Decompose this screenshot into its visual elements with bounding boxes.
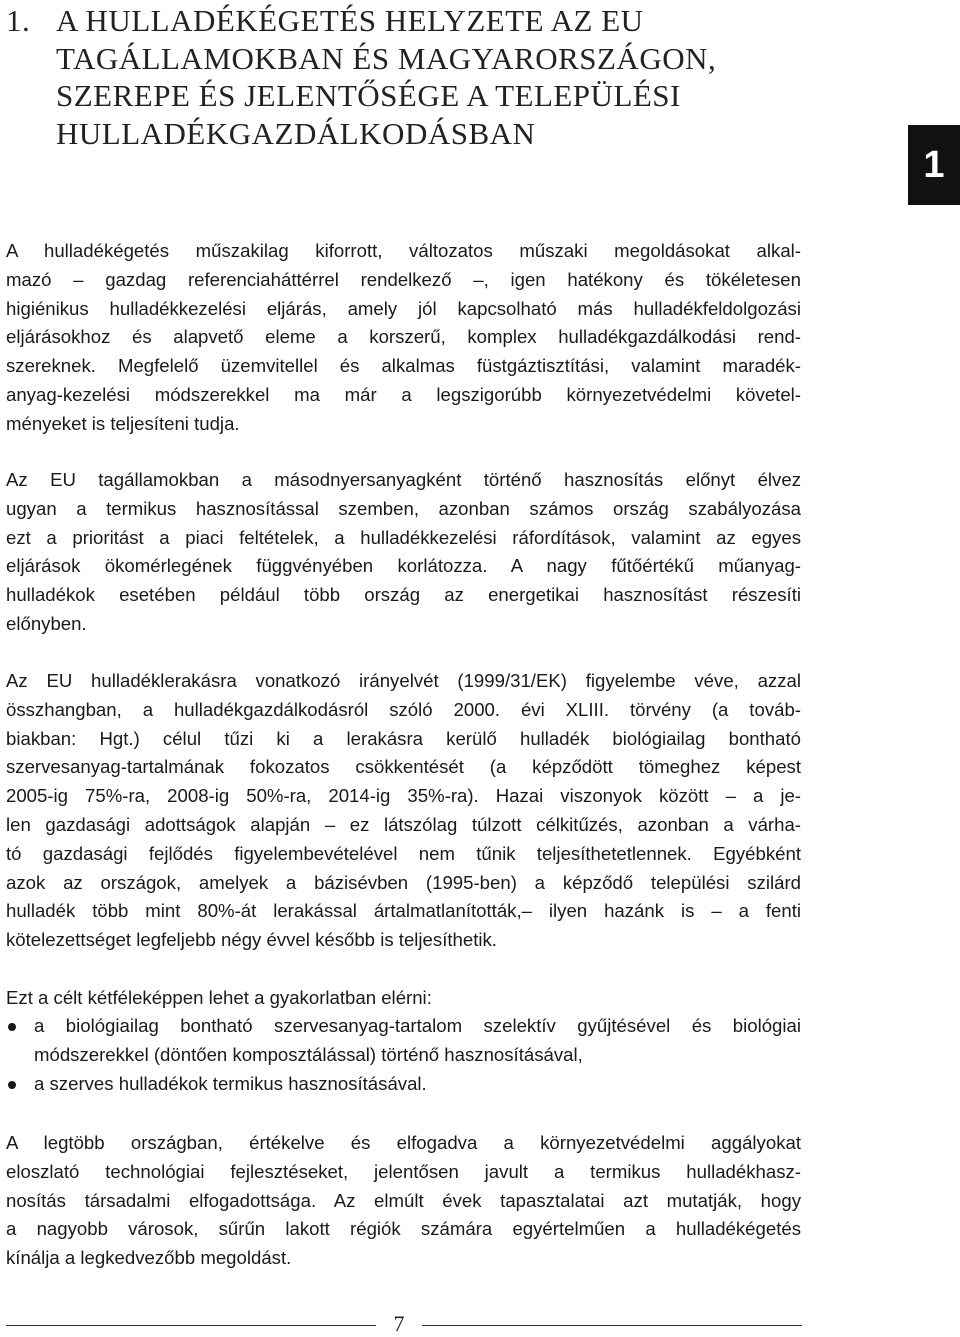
list-item [6, 1012, 801, 1070]
text-line: ményeket is teljesíteni tudja. [6, 412, 240, 434]
text-line: Ezt a célt kétféleképpen lehet a gyakorlatban elérni: [6, 987, 432, 1008]
bullet-list [6, 1012, 801, 1098]
text-line: szereknek. Megfelelő üzemvitellel és alkalmas füstgáztisztítási, valamint maradék- [6, 355, 801, 377]
text-line: Az EU hulladéklerakásra vonatkozó irányelvét (1999/31/EK) figyelembe véve, azzal [6, 670, 801, 691]
text-line: tó gazdasági fejlődés figyelembevételével nem tűnik teljesíthetetlennek. Egyébként [6, 842, 801, 864]
text-line: a nagyobb városok, sűrűn lakott régiók számára egyértelműen a hulladékégetés [6, 1218, 801, 1240]
text-line: szervesanyag-tartalmának fokozatos csökkentését (a képződött tömeghez képest [6, 756, 801, 778]
heading-line: 1. A HULLADÉKÉGETÉS HELYZETE AZ EU [6, 3, 644, 38]
chapter-heading [6, 2, 826, 152]
heading-line: SZEREPE ÉS JELENTŐSÉGE A TELEPÜLÉSI [56, 78, 681, 113]
text-line: kínálja a legkedvezőbb megoldást. [6, 1247, 292, 1269]
text-line: hulladék több mint 80%-át lerakással ártalmatlanították,– ilyen hazánk is – a fenti [6, 900, 801, 922]
text-line: összhangban, a hulladékgazdálkodásról szóló 2000. évi XLIII. törvény (a továb- [6, 698, 801, 720]
text-line: hulladékok esetében például több ország az energetikai hasznosítást részesíti [6, 584, 801, 606]
text-line: módszerekkel (döntően komposztálással) történő hasznosításával, [34, 1043, 583, 1065]
paragraph-conclusion [6, 1129, 801, 1273]
text-line: 2005-ig 75%-ra, 2008-ig 50%-ra, 2014-ig 35%-ra). Hazai viszonyok között – a je- [6, 785, 801, 807]
text-line: Az EU tagállamokban a másodnyersanyagként történő hasznosítás előnyt élvez [6, 469, 801, 490]
chapter-tab: 1 [908, 125, 960, 205]
footer-rule-left [6, 1325, 376, 1326]
text-line: a biológiailag bontható szervesanyag-tartalom szelektív gyűjtésével és biológiai [34, 1015, 801, 1036]
text-line: eljárások ökomérlegének függvényében korlátozza. A nagy fűtőértékű műanyag- [6, 555, 801, 577]
page-number: 7 [393, 1311, 405, 1336]
text-line: eljárásokhoz és alapvető eleme a korszerű, komplex hulladékgazdálkodási rend- [6, 326, 801, 348]
chapter-number: 1. [6, 3, 31, 38]
footer-rule-right [422, 1325, 802, 1326]
bullet-icon [8, 1081, 16, 1089]
text-line: biakban: Hgt.) célul tűzi ki a lerakásra kerülő hulladék biológiailag bontható [6, 727, 801, 749]
text-line: len gazdasági adottságok alapján – ez látszólag túlzott célkitűzés, azonban a várha- [6, 813, 801, 835]
paragraph-landfill-directive [6, 667, 801, 955]
heading-line: HULLADÉKGAZDÁLKODÁSBAN [56, 115, 536, 151]
text-line: a szerves hulladékok termikus hasznosításával. [34, 1072, 427, 1094]
text-line: eloszlató technológiai fejlesztéseket, jelentősen javult a termikus hulladékhasz- [6, 1160, 801, 1182]
list-item [6, 1070, 801, 1099]
text-line: anyag-kezelési módszerekkel ma már a legszigorúbb környezetvédelmi követel- [6, 383, 801, 405]
text-line: A legtöbb országban, értékelve és elfogadva a környezetvédelmi aggályokat [6, 1132, 801, 1153]
heading-line: TAGÁLLAMOKBAN ÉS MAGYARORSZÁGON, [56, 40, 717, 76]
text-line: ugyan a termikus hasznosítással szemben, azonban számos ország szabályozása [6, 497, 801, 519]
text-line: kötelezettséget legfeljebb négy évvel később is teljesíthetik. [6, 929, 497, 951]
text-line: előnyben. [6, 612, 87, 634]
text-line: mazó – gazdag referenciaháttérrel rendelkező –, igen hatékony és tökéletesen [6, 268, 801, 290]
paragraph-eu-member-states [6, 466, 801, 639]
text-line: nosítás társadalmi elfogadottsága. Az elmúlt évek tapasztalatai azt mutatják, hogy [6, 1189, 801, 1211]
text-line: ezt a prioritást a piaci feltételek, a hulladékkezelési ráfordítások, valamint az egyes [6, 526, 801, 548]
text-line: A hulladékégetés műszakilag kiforrott, változatos műszaki megoldásokat alkal- [6, 240, 801, 261]
text-line: higiénikus hulladékkezelési eljárás, amely jól kapcsolható más hulladékfeldolgozási [6, 297, 801, 319]
bullet-icon [8, 1023, 16, 1031]
paragraph-intro [6, 237, 801, 439]
paragraph-goal-intro [6, 984, 801, 1013]
text-line: azok az országok, amelyek a bázisévben (1995-ben) a képződő települési szilárd [6, 871, 801, 893]
